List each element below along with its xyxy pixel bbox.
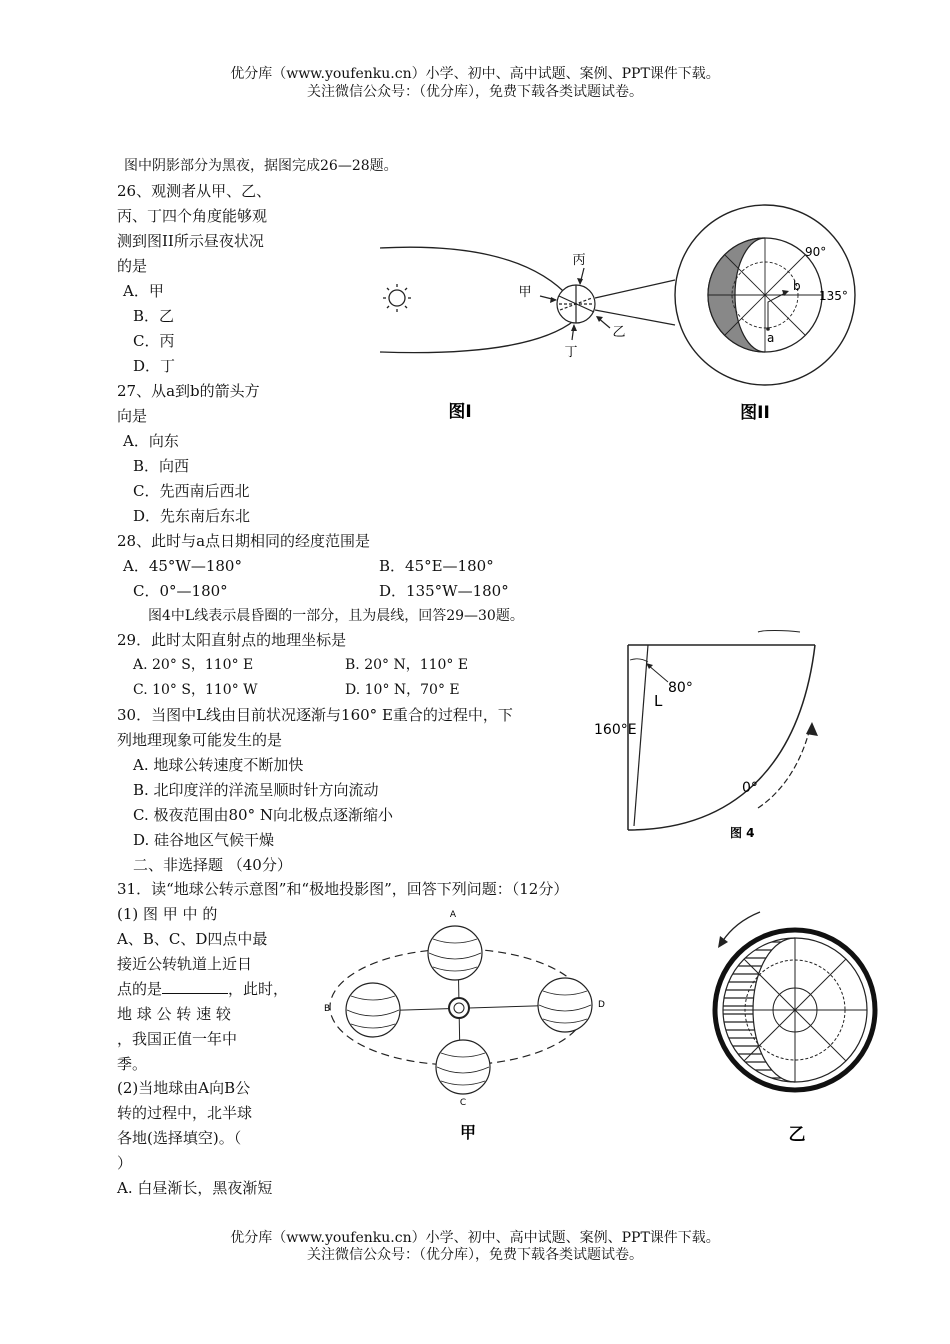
label-160E: 160°E [594, 722, 637, 738]
sun-icon [383, 284, 411, 312]
q28-option-a: A．45°W—180° [123, 557, 242, 575]
label-b: b [793, 279, 801, 293]
q31-part2-line1: (2)当地球由A向B公 [117, 1079, 251, 1097]
q28-stem: 28、此时与a点日期相同的经度范围是 [117, 532, 371, 550]
label-a: a [767, 331, 775, 345]
label-90: 90° [805, 245, 827, 259]
q31-part1-line3: 接近公转轨道上近日 [117, 955, 253, 973]
q26-option-a: A．甲 [123, 282, 164, 300]
q30-option-a: A. 地球公转速度不断加快 [133, 756, 304, 774]
q26-option-d: D．丁 [133, 357, 176, 375]
q31-part1-line4 [117, 979, 288, 999]
q31-part1-line7: 季。 [117, 1055, 148, 1073]
q31-part2-line4: ） [117, 1154, 133, 1172]
q26-stem-4: 的是 [117, 257, 148, 275]
q27-stem-2: 向是 [117, 407, 148, 425]
figure-4-caption: 图 4 [730, 826, 755, 840]
q31-part1-line2: A、B、C、D四点中最 [117, 930, 268, 948]
figure-4 [590, 630, 850, 845]
rotation-arrow [758, 728, 810, 808]
q31-part1-line4-b: ，此时， [228, 980, 289, 998]
q26-stem-3: 测到图II所示昼夜状况 [117, 232, 264, 250]
label-80: 80° [668, 680, 693, 696]
section-2-title: 二、非选择题 （40分） [133, 856, 292, 874]
label-D: D [598, 1000, 605, 1010]
earth-icon [557, 285, 595, 323]
q31-part2-line2: 转的过程中，北半球 [117, 1104, 253, 1122]
q28-option-b: B．45°E—180° [379, 557, 494, 575]
q31-part1-line5: 地 球 公 转 速 较 [117, 1005, 231, 1023]
q29-stem: 29．此时太阳直射点的地理坐标是 [117, 631, 347, 649]
q30-option-d: D. 硅谷地区气候干燥 [133, 831, 275, 849]
q27-option-a: A．向东 [123, 432, 179, 450]
label-bing: 丙 [572, 253, 586, 268]
q30-option-c: C. 极夜范围由80° N向北极点逐渐缩小 [133, 806, 393, 824]
label-yi: 乙 [612, 325, 626, 340]
label-B: B [324, 1004, 331, 1014]
label-A: A [449, 910, 457, 920]
earth-d [538, 978, 592, 1032]
q27-stem-1: 27、从a到b的箭头方 [117, 382, 260, 400]
q31-part1-line1: (1) 图 甲 中 的 [117, 905, 218, 923]
q31-stem: 31．读“地球公转示意图”和“极地投影图”，回答下列问题：（12分） [117, 880, 569, 898]
footer-line-1: 优分库（www.youfenku.cn）小学、初中、高中试题、案例、PPT课件下载。 [230, 1230, 720, 1246]
orbit-lower [380, 320, 575, 353]
figure-2-caption: 图II [740, 403, 770, 423]
q26-option-c: C．丙 [133, 332, 175, 350]
sector-top-arc [758, 631, 800, 633]
q30-option-b: B. 北印度洋的洋流呈顺时针方向流动 [133, 781, 379, 799]
q29-option-d: D. 10° N，70° E [345, 682, 460, 698]
q31-part1-line4-a: 点的是 [117, 980, 163, 998]
label-jia: 甲 [518, 285, 532, 300]
q31-part2-option-a: A. 白昼渐长，黑夜渐短 [117, 1179, 273, 1197]
q29-option-a: A. 20° S，110° E [133, 657, 254, 673]
q28-option-c: C．0°—180° [133, 582, 228, 600]
figure-1-caption: 图I [448, 402, 472, 422]
intro-26-28: 图中阴影部分为黑夜，据图完成26—28题。 [124, 158, 398, 174]
label-C: C [459, 1098, 467, 1108]
q30-stem-2: 列地理现象可能发生的是 [117, 731, 283, 749]
sector-arc [628, 645, 815, 830]
q27-option-d: D．先东南后东北 [133, 507, 251, 525]
label-L: L [654, 692, 663, 710]
earth-c [436, 1040, 490, 1094]
orbit-upper [380, 247, 570, 298]
earth-a [428, 926, 482, 980]
label-0: 0° [742, 780, 758, 796]
q27-option-b: B．向西 [133, 457, 190, 475]
intro-29-30: 图4中L线表示晨昏圈的一部分，且为晨线，回答29—30题。 [148, 608, 524, 624]
earth-b [346, 983, 400, 1037]
q29-option-b: B. 20° N，110° E [345, 657, 469, 673]
q27-option-c: C．先西南后西北 [133, 482, 250, 500]
label-135: 135° [819, 289, 848, 303]
figure-yi [700, 900, 880, 1150]
header-line-2: 关注微信公众号：（优分库），免费下载各类试题试卷。 [307, 84, 643, 100]
rotation-arrow [722, 912, 760, 942]
q26-stem-1: 26、观测者从甲、乙、 [117, 182, 272, 200]
q26-option-b: B．乙 [133, 307, 175, 325]
figure-1-2 [375, 190, 865, 430]
q31-part1-line6: ，我国正值一年中 [117, 1030, 238, 1048]
figure-jia [320, 895, 620, 1145]
q28-option-d: D．135°W—180° [379, 582, 509, 600]
q30-stem-1: 30．当图中L线由目前状况逐渐与160° E重合的过程中，下 [117, 706, 513, 724]
label-ding: 丁 [564, 345, 578, 360]
q29-option-c: C. 10° S，110° W [133, 682, 258, 698]
footer-line-2: 关注微信公众号：（优分库），免费下载各类试题试卷。 [307, 1247, 643, 1263]
answer-blank[interactable] [162, 979, 228, 994]
figure-yi-caption: 乙 [788, 1125, 806, 1145]
q31-part2-line3: 各地(选择填空)。（ [117, 1129, 242, 1147]
header-line-1: 优分库（www.youfenku.cn）小学、初中、高中试题、案例、PPT课件下载。 [230, 66, 720, 82]
figure-jia-caption: 甲 [459, 1123, 477, 1142]
q26-stem-2: 丙、丁四个角度能够观 [117, 207, 268, 225]
